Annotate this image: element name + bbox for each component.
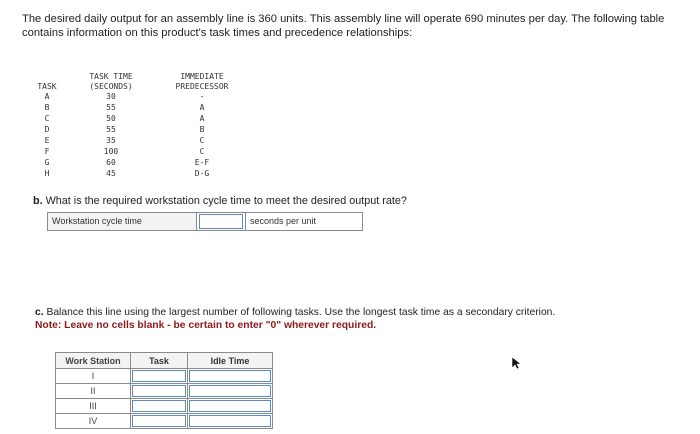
table-row xyxy=(26,157,250,168)
table-row xyxy=(26,102,250,113)
task-id: A xyxy=(44,92,50,101)
question-b xyxy=(33,195,407,207)
work-station-label: II xyxy=(56,384,131,399)
task-predecessor: C xyxy=(199,136,205,145)
task-id: C xyxy=(44,114,50,123)
task-time: 45 xyxy=(106,169,116,178)
task-cell xyxy=(131,399,188,414)
task-time: 55 xyxy=(106,125,116,134)
task-id: B xyxy=(44,103,50,112)
work-station-label: I xyxy=(56,369,131,384)
task-predecessor: C xyxy=(199,147,205,156)
idle-time-cell xyxy=(188,369,273,384)
idle-time-cell xyxy=(188,384,273,399)
table-row xyxy=(56,399,273,414)
work-station-label: III xyxy=(56,399,131,414)
task-id: H xyxy=(44,169,50,178)
table-row xyxy=(56,414,273,429)
work-station-label: IV xyxy=(56,414,131,429)
task-id: G xyxy=(44,158,50,167)
task-cell xyxy=(131,414,188,429)
task-predecessor: B xyxy=(199,125,205,134)
table-row xyxy=(26,135,250,146)
header-task-time: TASK TIME (SECONDS) xyxy=(89,72,133,91)
task-id: F xyxy=(44,147,50,156)
header-task: TASK xyxy=(37,81,57,91)
task-cell xyxy=(131,369,188,384)
table-row xyxy=(26,146,250,157)
table-row xyxy=(26,91,250,102)
task-time: 55 xyxy=(106,103,116,112)
cycle-time-label: Workstation cycle time xyxy=(48,213,197,230)
task-input[interactable] xyxy=(132,385,186,397)
idle-time-input[interactable] xyxy=(189,370,271,382)
question-c-note: Note: Leave no cells blank - be certain to enter "0" wherever required. xyxy=(35,320,377,331)
question-b-label: b. xyxy=(33,195,43,207)
table-row xyxy=(26,168,250,179)
task-time: 50 xyxy=(106,114,116,123)
task-id: E xyxy=(44,136,50,145)
question-b-text: What is the required workstation cycle time to meet the desired output rate? xyxy=(42,195,407,207)
question-c-text: Balance this line using the largest number of following tasks. Use the longest task time as a secondary criterion. xyxy=(43,307,556,318)
mouse-pointer-icon xyxy=(511,356,523,370)
cycle-time-answer-row xyxy=(47,212,363,231)
task-times-table xyxy=(26,72,250,179)
task-input[interactable] xyxy=(132,415,186,427)
task-time: 35 xyxy=(106,136,116,145)
idle-time-cell xyxy=(188,414,273,429)
cycle-time-input[interactable] xyxy=(199,214,243,229)
header-predecessor: IMMEDIATE PREDECESSOR xyxy=(175,72,229,91)
task-id: D xyxy=(44,125,50,134)
task-time: 60 xyxy=(106,158,116,167)
task-predecessor: A xyxy=(199,114,205,123)
task-predecessor: E-F xyxy=(194,158,210,167)
cycle-time-unit: seconds per unit xyxy=(245,213,362,230)
table-row xyxy=(56,384,273,399)
problem-intro: The desired daily output for an assembly line is 360 units. This assembly line will operate 690 minutes per day. The following table contains information on this product's task times and precedence relationships: xyxy=(22,13,665,39)
header-task: Task xyxy=(131,353,188,369)
idle-time-cell xyxy=(188,399,273,414)
task-time: 100 xyxy=(103,147,119,156)
table-row xyxy=(26,124,250,135)
task-predecessor: - xyxy=(199,92,205,101)
header-work-station: Work Station xyxy=(56,353,131,369)
table-row xyxy=(26,113,250,124)
line-balance-table xyxy=(55,352,273,429)
task-cell xyxy=(131,384,188,399)
header-idle-time: Idle Time xyxy=(188,353,273,369)
task-predecessor: A xyxy=(199,103,205,112)
question-c xyxy=(35,306,675,332)
question-c-label: c. xyxy=(35,307,44,318)
task-input[interactable] xyxy=(132,370,186,382)
task-time: 30 xyxy=(106,92,116,101)
idle-time-input[interactable] xyxy=(189,400,271,412)
table-row xyxy=(56,369,273,384)
idle-time-input[interactable] xyxy=(189,385,271,397)
task-input[interactable] xyxy=(132,400,186,412)
task-predecessor: D-G xyxy=(194,169,210,178)
idle-time-input[interactable] xyxy=(189,415,271,427)
